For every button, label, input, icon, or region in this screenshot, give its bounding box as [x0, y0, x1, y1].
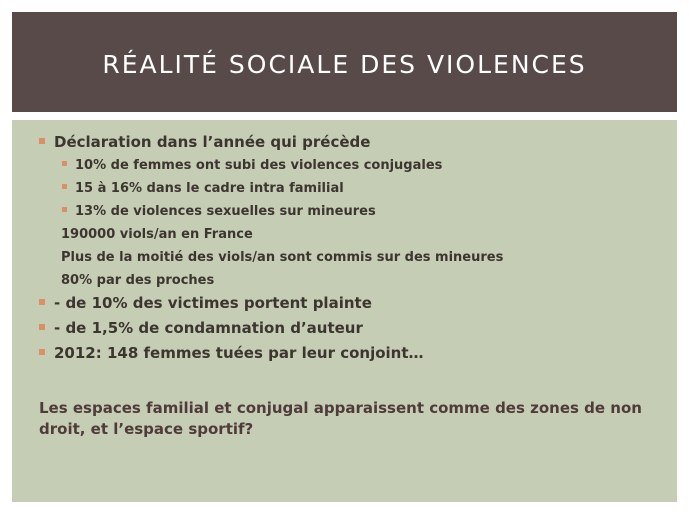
square-bullet-icon	[39, 138, 45, 144]
list-item	[39, 294, 372, 312]
title-bar	[12, 12, 677, 112]
list-item	[62, 158, 442, 173]
square-bullet-icon	[62, 184, 67, 189]
list-item-text: - de 10% des victimes portent plainte	[54, 294, 372, 312]
content-area	[12, 120, 677, 502]
list-item-text: 15 à 16% dans le cadre intra familial	[75, 181, 344, 196]
list-item: Plus de la moitié des viols/an sont commis sur des mineures	[61, 250, 504, 265]
list-item: 190000 viols/an en France	[61, 227, 253, 242]
list-item-text: - de 1,5% de condamnation d’auteur	[54, 319, 363, 337]
list-item	[39, 133, 370, 151]
list-item-text: Déclaration dans l’année qui précède	[54, 133, 371, 151]
list-item-text: 10% de femmes ont subi des violences conjugales	[75, 158, 443, 173]
list-item-text: 13% de violences sexuelles sur mineures	[75, 204, 376, 219]
square-bullet-icon	[39, 324, 45, 330]
list-item-text: 2012: 148 femmes tuées par leur conjoint…	[54, 344, 424, 362]
list-item: 80% par des proches	[61, 273, 215, 288]
list-item	[62, 181, 344, 196]
list-item	[39, 344, 424, 362]
list-item	[62, 204, 376, 219]
square-bullet-icon	[62, 207, 67, 212]
list-item	[39, 319, 363, 337]
slide-title: RÉALITÉ SOCIALE DES VIOLENCES	[102, 49, 587, 79]
square-bullet-icon	[62, 161, 67, 166]
square-bullet-icon	[39, 299, 45, 305]
closing-statement: Les espaces familial et conjugal apparaissent comme des zones de non droit, et l’espace sportif?	[39, 399, 642, 438]
square-bullet-icon	[39, 349, 45, 355]
